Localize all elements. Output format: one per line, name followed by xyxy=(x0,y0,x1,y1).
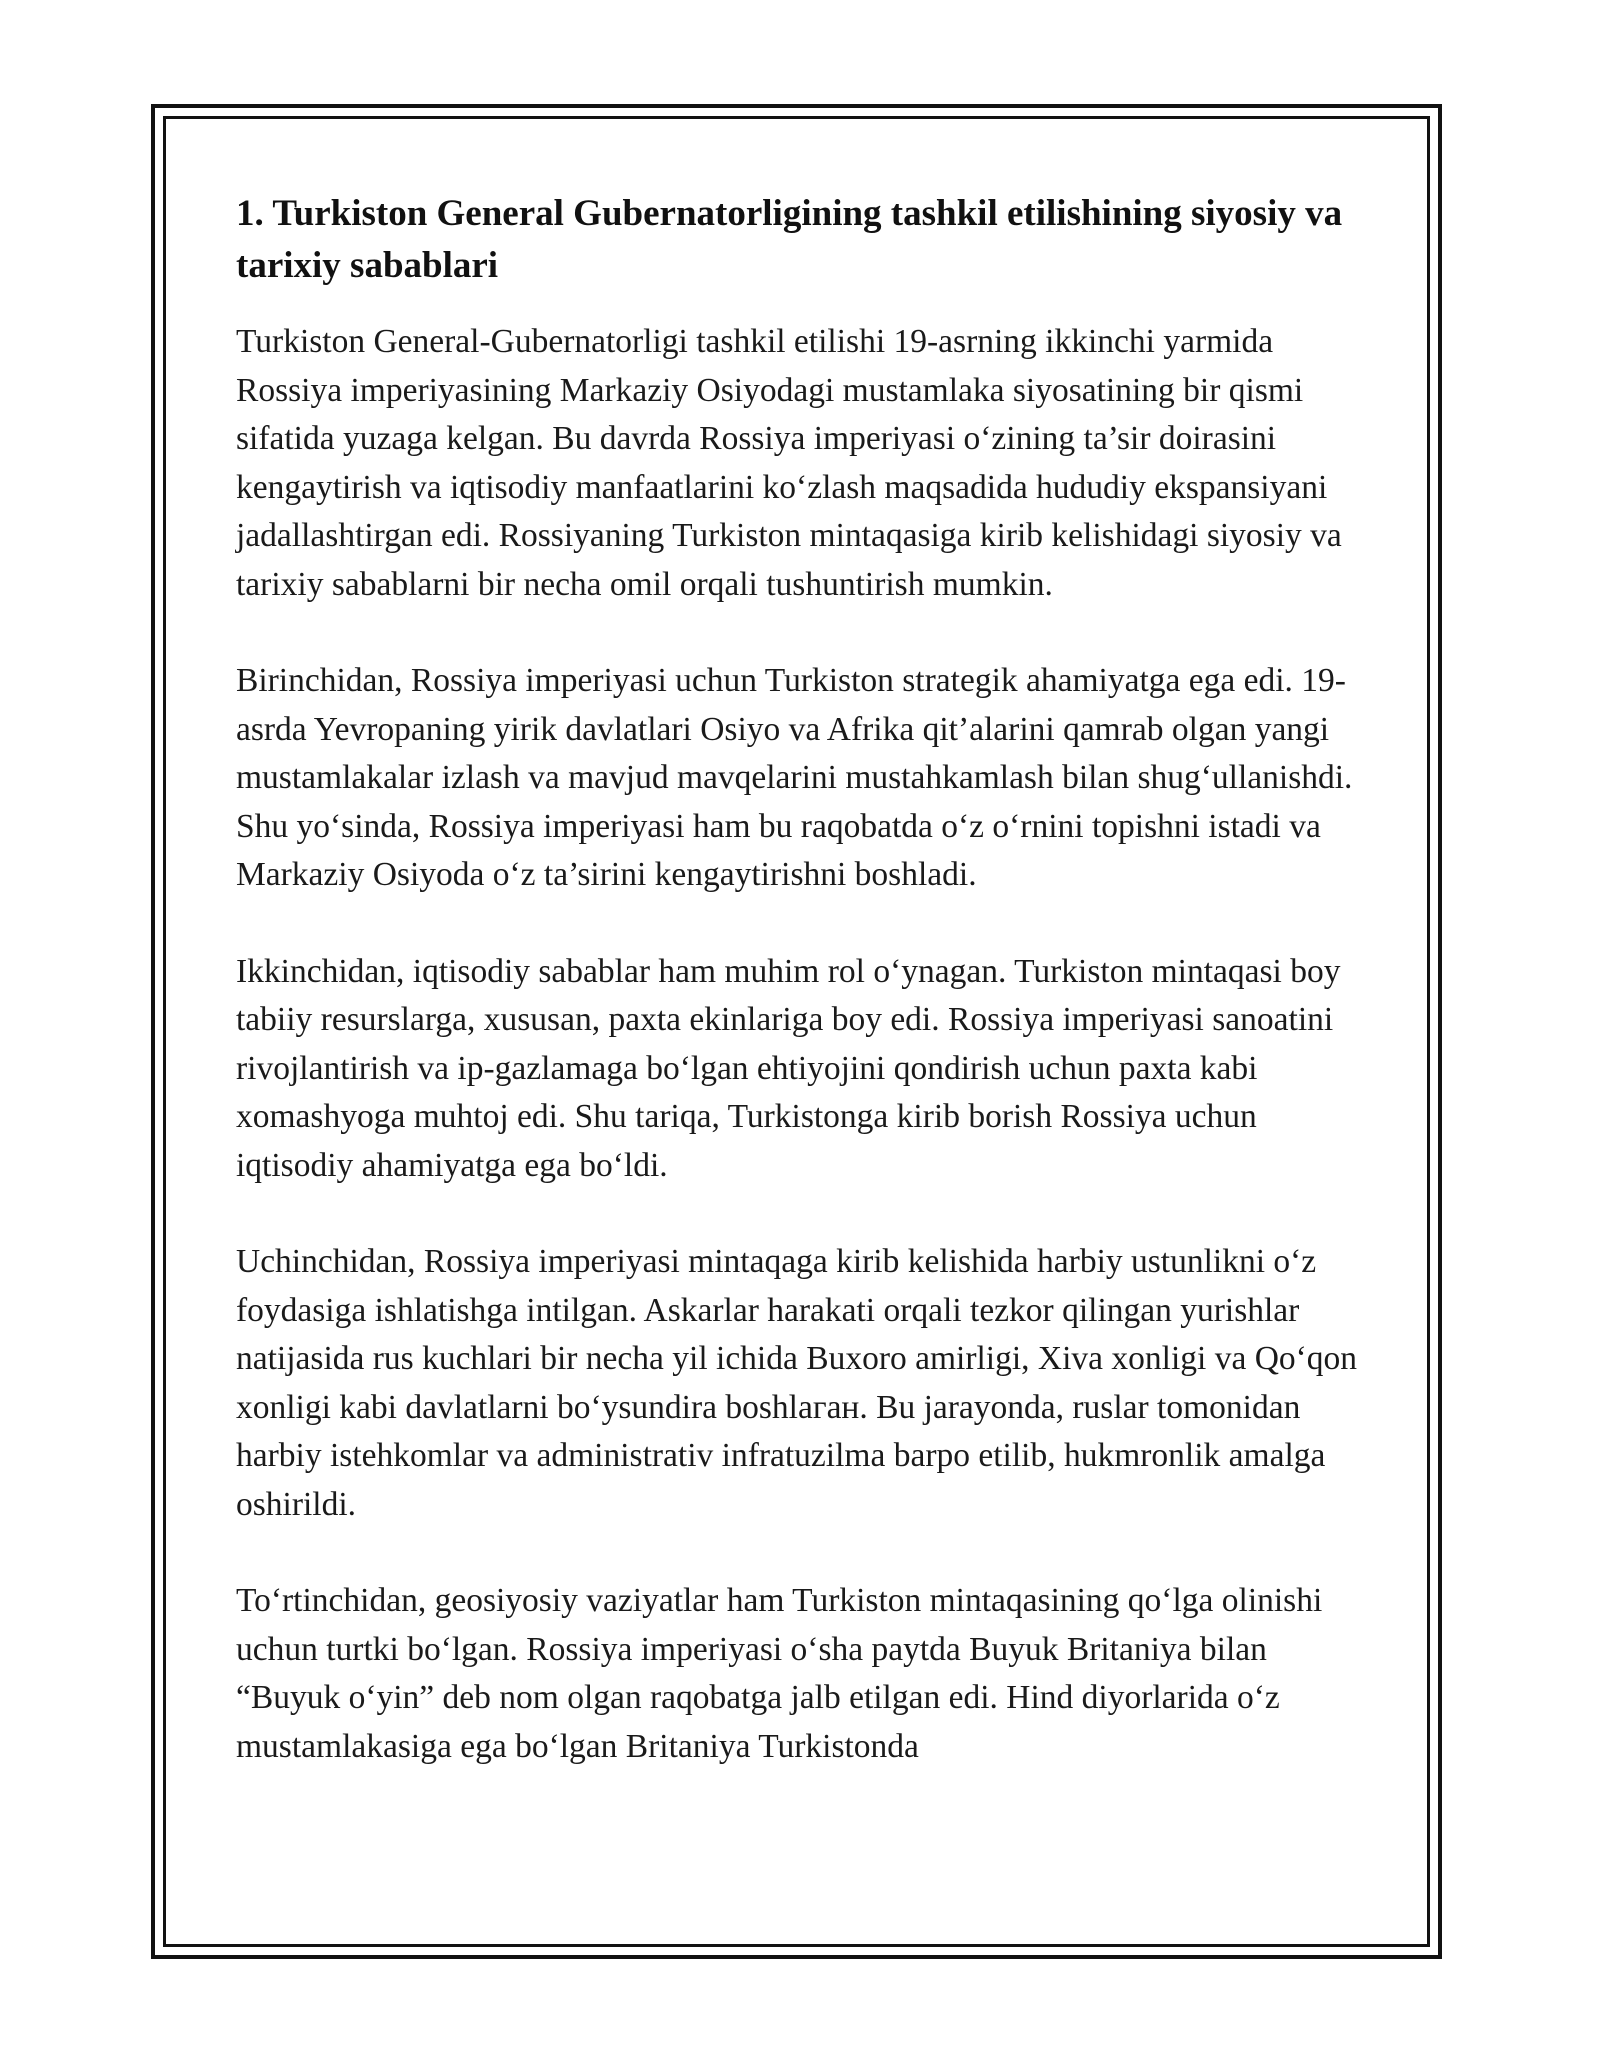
paragraph-second-reason: Ikkinchidan, iqtisodiy sabablar ham muhim rol o‘ynagan. Turkiston mintaqasi boy tabiiy resurslarga, xususan, paxta ekinlariga boy edi. Rossiya imperiyasi sanoatini rivojlantirish va ip-gazlamaga bo‘lgan ehtiyojini qondirish uchun paxta kabi xomashyoga muhtoj edi. Shu tariqa, Turkistonga kirib borish Rossiya uchun iqtisodiy ahamiyatga ega bo‘ldi. xyxy=(236,952,1341,1184)
paragraph-first-reason: Birinchidan, Rossiya imperiyasi uchun Turkiston strategik ahamiyatga ega edi. 19-asrda Yevropaning yirik davlatlari Osiyo va Afrika qit’alarini qamrab olgan yangi mustamlakalar izlash va mavjud mavqelarini mustahkamlash bilan shug‘ullanishdi. Shu yo‘sinda, Rossiya imperiyasi ham bu raqobatda o‘z o‘rnini topishni istadi va Markaziy Osiyoda o‘z ta’sirini kengaytirishni boshladi. xyxy=(236,662,1353,893)
paragraph-intro: Turkiston General-Gubernatorligi tashkil etilishi 19-asrning ikkinchi yarmida Rossiya imperiyasining Markaziy Osiyodagi mustamlaka siyosatining bir qismi sifatida yuzaga kelgan. Bu davrda Rossiya imperiyasi o‘zining ta’sir doirasini kengaytirish va iqtisodiy manfaatlarini ko‘zlash maqsadida hududiy ekspansiyani jadallashtirgan edi. Rossiyaning Turkiston mintaqasiga kirib kelishidagi siyosiy va tarixiy sabablarni bir necha omil orqali tushuntirish mumkin. xyxy=(236,323,1342,603)
section-heading: 1. Turkiston General Gubernatorligining tashkil etilishining siyosiy va tarixiy sabablari xyxy=(236,193,1343,286)
document-body xyxy=(236,188,1376,1771)
paragraph-third-reason: Uchinchidan, Rossiya imperiyasi mintaqaga kirib kelishida harbiy ustunlikni o‘z foydasiga ishlatishga intilgan. Askarlar harakati orqali tezkor qilingan yurishlar natijasida rus kuchlari bir necha yil ichida Buxoro amirligi, Xiva xonligi va Qo‘qon xonligi kabi davlatlarni bo‘ysundira boshlaган. Bu jarayonda, ruslar tomonidan harbiy istehkomlar va administrativ infratuzilma barpo etilib, hukmronlik amalga oshirildi. xyxy=(236,1243,1358,1523)
paragraph-fourth-reason: To‘rtinchidan, geosiyosiy vaziyatlar ham Turkiston mintaqasining qo‘lga olinishi uchun turtki bo‘lgan. Rossiya imperiyasi o‘sha paytda Buyuk Britaniya bilan “Buyuk o‘yin” deb nom olgan raqobatga jalb etilgan edi. Hind diyorlarida o‘z mustamlakasiga ega bo‘lgan Britaniya Turkistonda xyxy=(236,1582,1323,1765)
